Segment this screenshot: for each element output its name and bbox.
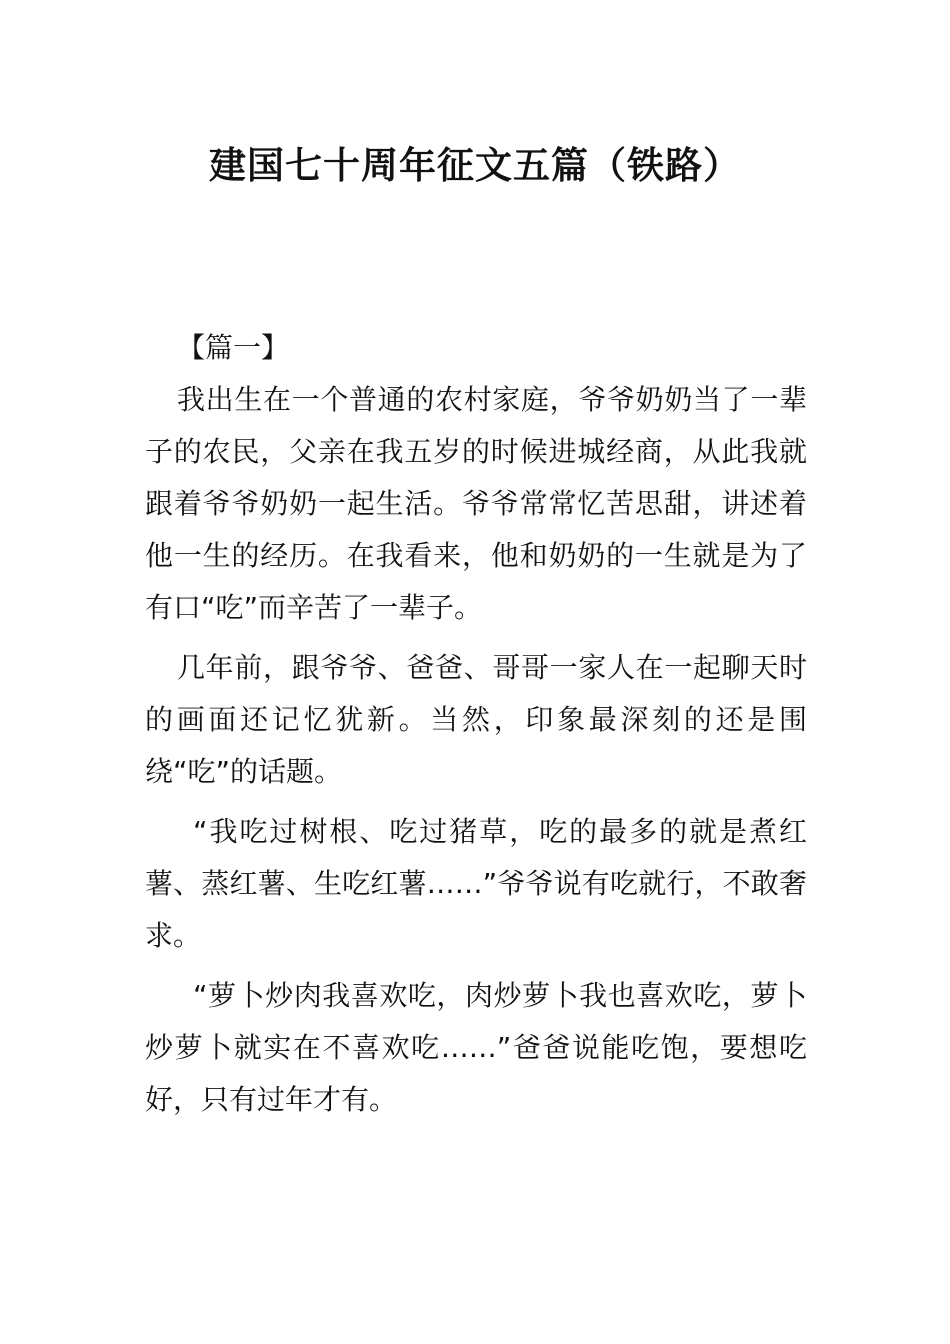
paragraph: “萝卜炒肉我喜欢吃，肉炒萝卜我也喜欢吃，萝卜炒萝卜就实在不喜欢吃……”爸爸说能吃饱，要想吃好，只有过年才有。 <box>145 979 807 1116</box>
paragraph: 几年前，跟爷爷、爸爸、哥哥一家人在一起聊天时的画面还记忆犹新。当然，印象最深刻的还是围绕“吃”的话题。 <box>145 651 807 788</box>
paragraph: 我出生在一个普通的农村家庭，爷爷奶奶当了一辈子的农民，父亲在我五岁的时候进城经商，从此我就跟着爷爷奶奶一起生活。爷爷常常忆苦思甜，讲述着他一生的经历。在我看来，他和奶奶的一生就是为了有口“吃”而辛苦了一辈子。 <box>145 383 807 624</box>
document-title: 建国七十周年征文五篇（铁路） <box>209 144 741 187</box>
paragraph: “我吃过树根、吃过猪草，吃的最多的就是煮红薯、蒸红薯、生吃红薯……”爷爷说有吃就行，不敢奢求。 <box>145 815 807 952</box>
section-heading: 【篇一】 <box>177 331 290 364</box>
document-body <box>145 322 807 1134</box>
